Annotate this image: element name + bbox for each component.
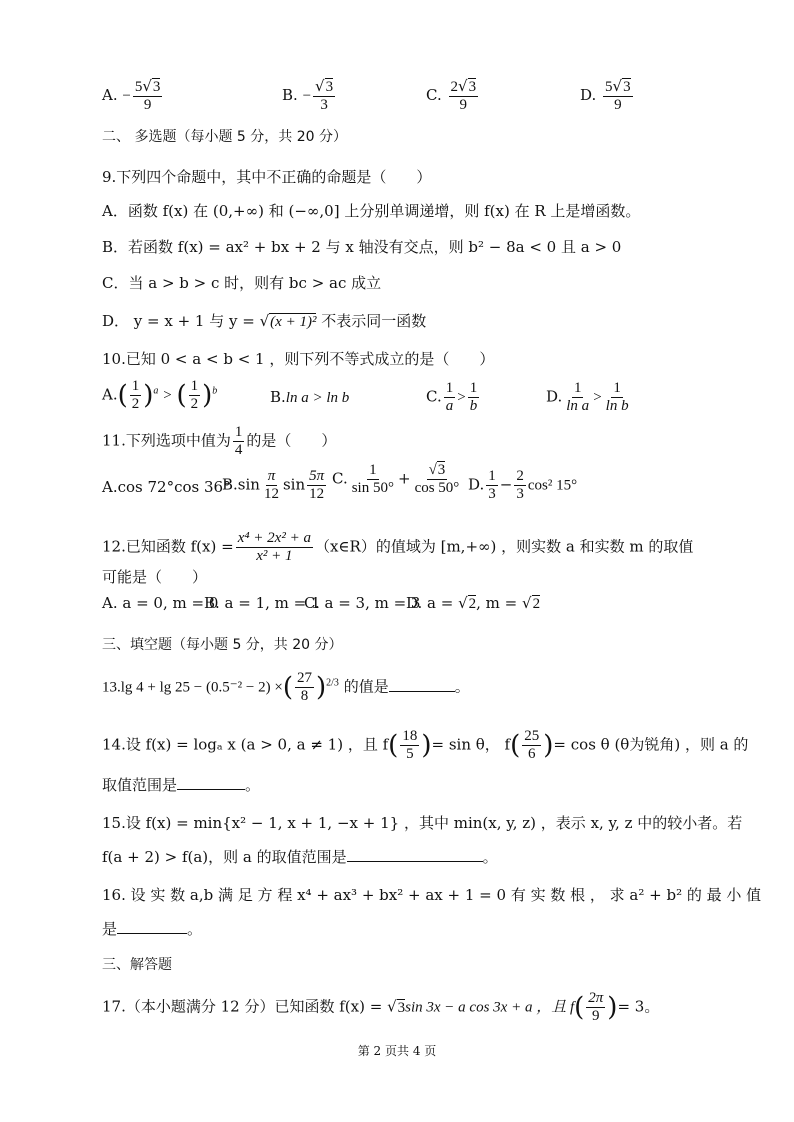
- greater-than: >: [593, 389, 602, 406]
- option-text: 不表示同一函数: [316, 312, 427, 330]
- q9-stem: 9.下列四个命题中，其中不正确的命题是（ ）: [102, 168, 432, 186]
- q16-line2: [102, 918, 202, 940]
- fraction: [468, 380, 480, 415]
- fraction: $\frac{5√3}{9}$: [134, 77, 161, 113]
- section-heading-fill-in: 三、填空题（每小题 5 分，共 20 分）: [102, 637, 343, 653]
- denominator: 9: [614, 97, 622, 113]
- fraction: [189, 378, 201, 413]
- option-label: C.: [426, 86, 442, 104]
- q15-line2: [102, 846, 498, 868]
- section-heading-multiple-choice: 二、 多选题（每小题 5 分，共 20 分）: [102, 129, 347, 145]
- q11-option-c: [332, 462, 463, 497]
- q9-option-d: D． y = x + 1 与 y = √(x + 1)² 不表示同一函数: [102, 312, 427, 330]
- radicand: 3: [325, 79, 334, 95]
- option-text: B.sin: [222, 475, 260, 494]
- fraction: [262, 468, 281, 503]
- q12-option-b: B. a = 1, m = 1: [204, 594, 321, 612]
- q16-line1: 16. 设 实 数 a,b 满 足 方 程 x⁴ + ax³ + bx² + ax + 1 = 0 有 实 数 根 ， 求 a² + b² 的 最 小 值: [102, 886, 762, 904]
- denominator: b: [469, 398, 478, 414]
- stem-text: 的是（ ）: [246, 431, 337, 450]
- q10-option-b: [270, 388, 349, 407]
- fraction: [586, 990, 605, 1025]
- expression: 13.lg 4 + lg 25 − (0.5⁻² − 2) ×: [102, 679, 283, 696]
- stem-text: 取值范围是: [102, 776, 178, 794]
- numerator: 1: [469, 380, 478, 396]
- coefficient: 5: [134, 79, 143, 95]
- denominator: ln b: [605, 398, 629, 414]
- stem-text: 11.下列选项中值为: [102, 431, 231, 450]
- fraction: [295, 670, 314, 705]
- fraction: [522, 728, 541, 763]
- stem-text: （x∈R）的值域为 [m,+∞) ，则实数 a 和实数 m 的取值: [314, 537, 694, 556]
- option-text: D. a =: [406, 594, 459, 612]
- greater-than: >: [457, 389, 466, 406]
- numerator: 1: [613, 380, 621, 396]
- numerator: 1: [131, 378, 140, 394]
- option-label: D.: [546, 387, 563, 406]
- stem-text: 。: [187, 920, 203, 938]
- q10-option-c: [426, 380, 481, 415]
- denominator: 2: [190, 396, 199, 412]
- greater-than: >: [163, 387, 172, 404]
- numerator: 1: [234, 424, 243, 440]
- option-label: B.: [270, 388, 286, 406]
- option-label: D.: [580, 86, 597, 104]
- numerator: 2: [516, 468, 524, 484]
- q11-option-a: A.cos 72°cos 36°: [102, 478, 231, 496]
- fraction: [444, 380, 456, 415]
- plus-sign: +: [397, 469, 411, 488]
- denominator: 9: [459, 97, 468, 113]
- fraction: [604, 380, 631, 415]
- q8-option-d: [580, 78, 635, 114]
- numerator: 1: [369, 462, 377, 478]
- page-footer: 第 2 页共 4 页: [357, 1044, 437, 1058]
- fraction: [233, 424, 245, 459]
- q12-option-c: C. a = 3, m = 3: [304, 594, 421, 612]
- numerator: 27: [296, 670, 312, 686]
- q8-option-b: [282, 78, 337, 114]
- stem-text: = cos θ (θ为锐角) ，则 a 的: [553, 735, 749, 754]
- q11-option-b: [222, 468, 328, 503]
- numerator: 25: [524, 728, 540, 744]
- option-label: C.: [426, 387, 442, 406]
- fraction: $\frac{√3}{3}$: [315, 77, 334, 113]
- numerator: 1: [573, 380, 582, 396]
- stem-text: 。: [482, 848, 498, 866]
- exponent: 2/3: [326, 677, 339, 689]
- numerator: x⁴ + 2x² + a: [237, 530, 311, 546]
- denominator: ln a: [566, 398, 590, 414]
- fraction: $\frac{√3}{\cos 50^\circ}$: [414, 462, 460, 496]
- q14-line2: [102, 774, 260, 796]
- section-heading-solutions: 三、解答题: [102, 957, 172, 973]
- coefficient: 2: [450, 79, 458, 95]
- denominator: 8: [300, 688, 309, 704]
- option-text: , m =: [476, 594, 523, 612]
- fraction: [130, 378, 142, 413]
- answer-blank[interactable]: [177, 775, 245, 790]
- radicand: 3: [437, 462, 446, 478]
- answer-blank[interactable]: [389, 677, 455, 692]
- radicand: 3: [152, 79, 161, 95]
- stem-text: = sin θ， f: [431, 735, 511, 754]
- fraction: [307, 468, 326, 503]
- denominator: 2: [131, 396, 140, 412]
- stem-text: 17.（本小题满分 12 分）已知函数 f(x) =: [102, 997, 388, 1016]
- exponent: a: [153, 385, 159, 397]
- fraction: [400, 728, 419, 763]
- denominator: 4: [234, 442, 243, 458]
- denominator: 3: [320, 97, 328, 113]
- denominator: 5: [406, 746, 414, 762]
- option-text: D． y = x + 1 与 y =: [102, 312, 260, 330]
- q8-option-c: [426, 78, 480, 114]
- stem-text: = 3。: [617, 997, 660, 1016]
- q13: 13.lg 4 + lg 25 − (0.5⁻² − 2) ×( $\frac{27}{8}$ )$^{2/3}$ 的值是 。: [102, 670, 470, 704]
- denominator: a: [445, 398, 454, 414]
- answer-blank[interactable]: [347, 847, 483, 862]
- stem-text: 是: [102, 920, 118, 938]
- q10-stem: 10.已知 0 < a < b < 1 ，则下列不等式成立的是（ ）: [102, 350, 495, 368]
- option-label: D.: [468, 475, 485, 494]
- radicand: 3: [397, 999, 406, 1016]
- q9-option-a: A．函数 f(x) 在 (0,+∞) 和 (−∞,0] 上分别单调递增，则 f(x) 在 R 上是增函数。: [102, 202, 641, 220]
- q9-option-c: C．当 a > b > c 时，则有 bc > ac 成立: [102, 274, 382, 292]
- denominator: x² + 1: [256, 548, 293, 564]
- numerator: 1: [488, 468, 496, 484]
- q11-stem: [102, 424, 336, 459]
- numerator: 18: [402, 728, 418, 744]
- stem-text: 的值是: [343, 677, 389, 696]
- denominator: 6: [528, 746, 536, 762]
- expression: sin 3x − a cos 3x + a ，且 f: [405, 999, 575, 1016]
- answer-blank[interactable]: [117, 919, 187, 934]
- q10-option-a: A.( $\frac{1}{2}$ )$^a$ > ( $\frac{1}{2}$ )$^b$: [102, 378, 218, 412]
- radicand: 3: [623, 79, 631, 95]
- denominator: 12: [263, 486, 279, 502]
- fraction: [514, 468, 526, 503]
- q12-stem: [102, 530, 693, 565]
- numerator: 5π: [309, 468, 325, 484]
- q14-line1: 14.设 f(x) = logₐ x (a > 0, a ≠ 1) ，且 f( $\frac{18}{5}$ )= sin θ， f( $\frac{25}{6}$ )= cos θ (θ为锐角) ，则 a 的: [102, 728, 749, 762]
- radicand: 3: [468, 79, 477, 95]
- denominator: 9: [143, 97, 152, 113]
- stem-text: f(a + 2) > f(a)，则 a 的取值范围是: [102, 848, 347, 866]
- stem-text: 。: [245, 776, 261, 794]
- denominator: sin 50°: [351, 480, 394, 496]
- minus-sign: −: [122, 88, 131, 104]
- numerator: 1: [190, 378, 199, 394]
- minus-sign: −: [302, 88, 312, 104]
- radicand: (x + 1)²: [270, 314, 317, 330]
- stem-text: 。: [454, 677, 470, 696]
- q15-line1: 15.设 f(x) = min{x² − 1, x + 1, −x + 1} ，其中 min(x, y, z) ，表示 x, y, z 中的较小者。若: [102, 814, 743, 832]
- fraction: [564, 380, 591, 415]
- stem-text: 14.设 f(x) = logₐ x (a > 0, a ≠ 1) ，且 f: [102, 735, 389, 754]
- denominator: 3: [488, 486, 496, 502]
- q12-option-d: D. a = √2, m = √2: [406, 594, 541, 612]
- stem-text: 12.已知函数 f(x) =: [102, 537, 234, 556]
- q12-option-a: A. a = 0, m = 0: [102, 594, 219, 612]
- minus-sign: −: [499, 475, 513, 494]
- q9-option-b: B．若函数 f(x) = ax² + bx + 2 与 x 轴没有交点，则 b² − 8a < 0 且 a > 0: [102, 238, 622, 256]
- numerator: 1: [445, 380, 454, 396]
- fraction: [350, 462, 396, 497]
- option-text: sin: [282, 475, 306, 494]
- option-text: cos² 15°: [527, 477, 578, 494]
- q11-option-d: [468, 468, 577, 503]
- fraction: [486, 468, 498, 503]
- q8-option-a: [102, 78, 164, 114]
- q10-option-d: [546, 380, 633, 415]
- option-text: ln a > ln b: [285, 390, 350, 406]
- denominator: 3: [516, 486, 524, 502]
- q17: 17.（本小题满分 12 分）已知函数 f(x) = √3sin 3x − a cos 3x + a ，且 f( $\frac{2\pi}{9}$ )= 3。: [102, 990, 660, 1024]
- option-label: B.: [282, 86, 298, 104]
- numerator: π: [267, 468, 276, 484]
- radicand: 2: [468, 596, 477, 612]
- option-label: A.: [102, 86, 118, 104]
- radicand: 2: [532, 596, 541, 612]
- fraction: [236, 530, 313, 565]
- option-label: C.: [332, 469, 348, 488]
- numerator: 2π: [588, 990, 604, 1006]
- exponent: b: [212, 385, 218, 397]
- denominator: 9: [592, 1008, 600, 1024]
- fraction: $\frac{5√3}{9}$: [605, 77, 631, 113]
- q12-stem-line2: 可能是（ ）: [102, 568, 208, 586]
- denominator: 12: [309, 486, 325, 502]
- coefficient: 5: [605, 79, 613, 95]
- option-label: A.: [102, 385, 118, 404]
- denominator: cos 50°: [414, 480, 460, 496]
- fraction: $\frac{2√3}{9}$: [450, 77, 477, 113]
